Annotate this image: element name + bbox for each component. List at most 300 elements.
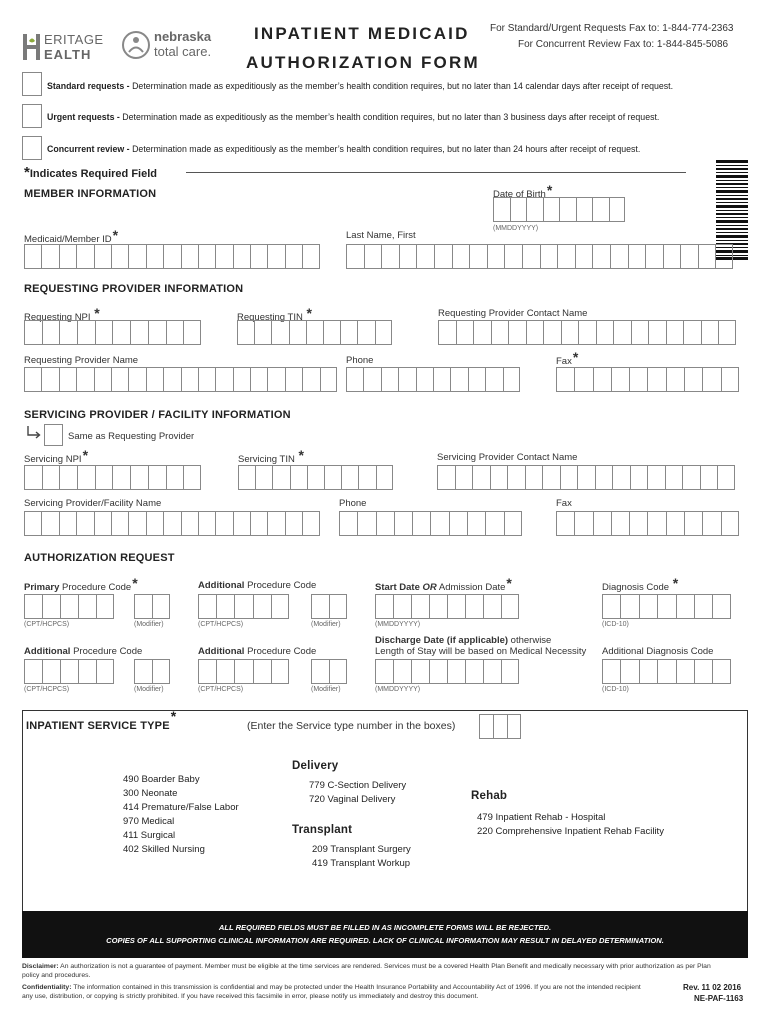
char-cell[interactable]	[323, 320, 340, 345]
char-cell[interactable]	[24, 320, 42, 345]
char-cell[interactable]	[501, 659, 519, 684]
char-cell[interactable]	[507, 465, 525, 490]
char-cell[interactable]	[483, 659, 501, 684]
ntc-bottom-text: total care.	[154, 44, 212, 59]
char-cell[interactable]	[718, 320, 736, 345]
char-cell[interactable]	[613, 320, 631, 345]
char-cell[interactable]	[267, 244, 284, 269]
char-cell[interactable]	[111, 244, 128, 269]
char-cell[interactable]	[285, 511, 302, 536]
char-cell[interactable]	[543, 320, 561, 345]
service-item: 411 Surgical	[123, 830, 176, 841]
char-cell[interactable]	[42, 659, 60, 684]
char-cell[interactable]	[485, 511, 503, 536]
char-cell[interactable]	[94, 367, 111, 392]
char-cell[interactable]	[233, 367, 250, 392]
char-cell[interactable]	[576, 197, 593, 222]
char-cell[interactable]	[163, 367, 180, 392]
char-cell[interactable]	[485, 367, 502, 392]
char-cell[interactable]	[60, 659, 78, 684]
char-cell[interactable]	[543, 197, 560, 222]
char-cell[interactable]	[134, 659, 152, 684]
char-cell[interactable]	[340, 320, 357, 345]
char-cell[interactable]	[510, 197, 527, 222]
char-cell[interactable]	[267, 367, 284, 392]
urgent-request-checkbox[interactable]	[22, 104, 42, 128]
char-cell[interactable]	[357, 511, 375, 536]
char-cell[interactable]	[712, 659, 730, 684]
char-cell[interactable]	[447, 659, 465, 684]
char-cell[interactable]	[508, 320, 526, 345]
char-cell[interactable]	[364, 244, 382, 269]
char-cell[interactable]	[666, 367, 684, 392]
member-id-input[interactable]	[24, 244, 320, 269]
char-cell[interactable]	[556, 511, 574, 536]
char-cell[interactable]	[311, 594, 329, 619]
additional-procedure-input-1[interactable]	[198, 594, 289, 619]
char-cell[interactable]	[648, 320, 666, 345]
servicing-tin-input[interactable]	[238, 465, 393, 490]
requesting-contact-input[interactable]	[438, 320, 736, 345]
char-cell[interactable]	[181, 511, 198, 536]
char-cell[interactable]	[357, 320, 374, 345]
char-cell[interactable]	[493, 714, 507, 739]
requesting-fax-input[interactable]	[556, 367, 739, 392]
char-cell[interactable]	[148, 465, 166, 490]
char-cell[interactable]	[76, 511, 93, 536]
char-cell[interactable]	[271, 659, 289, 684]
char-cell[interactable]	[234, 659, 252, 684]
start-date-input[interactable]	[375, 594, 519, 619]
char-cell[interactable]	[593, 367, 611, 392]
char-cell[interactable]	[393, 594, 411, 619]
char-cell[interactable]	[215, 511, 232, 536]
char-cell[interactable]	[487, 244, 505, 269]
char-cell[interactable]	[449, 511, 467, 536]
char-cell[interactable]	[234, 594, 252, 619]
char-cell[interactable]	[609, 197, 626, 222]
requesting-fax-label: Fax*	[556, 349, 579, 367]
char-cell[interactable]	[411, 594, 429, 619]
char-cell[interactable]	[456, 320, 474, 345]
char-cell[interactable]	[375, 659, 393, 684]
char-cell[interactable]	[198, 244, 215, 269]
char-cell[interactable]	[146, 511, 163, 536]
char-cell[interactable]	[271, 320, 288, 345]
char-cell[interactable]	[393, 659, 411, 684]
char-cell[interactable]	[631, 320, 649, 345]
notice-clinical: COPIES OF ALL SUPPORTING CLINICAL INFORMATION ARE REQUIRED. LACK OF CLINICAL INFORMATION MAY RESULT IN DELAYED DETERMINATION.	[106, 936, 664, 945]
additional-diagnosis-input[interactable]	[602, 659, 731, 684]
servicing-npi-input[interactable]	[24, 465, 201, 490]
char-cell[interactable]	[666, 511, 684, 536]
char-cell[interactable]	[302, 244, 319, 269]
char-cell[interactable]	[250, 367, 267, 392]
char-cell[interactable]	[680, 244, 698, 269]
char-cell[interactable]	[59, 367, 76, 392]
char-cell[interactable]	[146, 244, 163, 269]
char-cell[interactable]	[721, 367, 739, 392]
char-cell[interactable]	[289, 320, 306, 345]
char-cell[interactable]	[112, 465, 130, 490]
hint-cpt-4: (CPT/HCPCS)	[198, 686, 244, 693]
char-cell[interactable]	[472, 465, 490, 490]
char-cell[interactable]	[375, 320, 392, 345]
char-cell[interactable]	[42, 465, 60, 490]
char-cell[interactable]	[411, 659, 429, 684]
char-cell[interactable]	[59, 465, 77, 490]
primary-procedure-label: Primary Procedure Code*	[24, 575, 138, 593]
char-cell[interactable]	[216, 659, 234, 684]
char-cell[interactable]	[593, 511, 611, 536]
char-cell[interactable]	[657, 594, 675, 619]
char-cell[interactable]	[163, 511, 180, 536]
servicing-contact-label: Servicing Provider Contact Name	[437, 452, 578, 463]
char-cell[interactable]	[702, 511, 720, 536]
char-cell[interactable]	[302, 367, 319, 392]
char-cell[interactable]	[166, 465, 184, 490]
char-cell[interactable]	[128, 367, 145, 392]
char-cell[interactable]	[682, 465, 700, 490]
char-cell[interactable]	[467, 511, 485, 536]
char-cell[interactable]	[376, 465, 393, 490]
char-cell[interactable]	[130, 465, 148, 490]
diagnosis-code-input[interactable]	[602, 594, 731, 619]
additional-modifier-input-3[interactable]	[311, 659, 347, 684]
same-as-requesting-checkbox[interactable]	[44, 424, 63, 446]
char-cell[interactable]	[399, 244, 417, 269]
char-cell[interactable]	[630, 465, 648, 490]
char-cell[interactable]	[233, 244, 250, 269]
char-cell[interactable]	[95, 465, 113, 490]
requesting-npi-input[interactable]	[24, 320, 201, 345]
char-cell[interactable]	[24, 511, 41, 536]
char-cell[interactable]	[341, 465, 358, 490]
char-cell[interactable]	[452, 244, 470, 269]
char-cell[interactable]	[701, 320, 719, 345]
char-cell[interactable]	[429, 594, 447, 619]
char-cell[interactable]	[24, 594, 42, 619]
char-cell[interactable]	[663, 244, 681, 269]
servicing-contact-input[interactable]	[437, 465, 735, 490]
char-cell[interactable]	[574, 367, 592, 392]
char-cell[interactable]	[181, 367, 198, 392]
char-cell[interactable]	[346, 367, 363, 392]
additional-procedure-input-3[interactable]	[198, 659, 289, 684]
char-cell[interactable]	[254, 320, 271, 345]
char-cell[interactable]	[128, 244, 145, 269]
char-cell[interactable]	[665, 465, 683, 490]
char-cell[interactable]	[479, 714, 493, 739]
char-cell[interactable]	[237, 320, 254, 345]
char-cell[interactable]	[455, 465, 473, 490]
char-cell[interactable]	[255, 465, 272, 490]
char-cell[interactable]	[430, 511, 448, 536]
char-cell[interactable]	[112, 320, 130, 345]
char-cell[interactable]	[694, 594, 712, 619]
char-cell[interactable]	[307, 465, 324, 490]
char-cell[interactable]	[612, 465, 630, 490]
char-cell[interactable]	[657, 659, 675, 684]
char-cell[interactable]	[96, 659, 114, 684]
char-cell[interactable]	[24, 465, 42, 490]
servicing-provider-title: SERVICING PROVIDER / FACILITY INFORMATION	[24, 409, 291, 421]
char-cell[interactable]	[394, 511, 412, 536]
char-cell[interactable]	[465, 594, 483, 619]
char-cell[interactable]	[560, 465, 578, 490]
char-cell[interactable]	[285, 244, 302, 269]
char-cell[interactable]	[198, 511, 215, 536]
char-cell[interactable]	[181, 244, 198, 269]
char-cell[interactable]	[694, 659, 712, 684]
char-cell[interactable]	[717, 465, 735, 490]
char-cell[interactable]	[684, 367, 702, 392]
char-cell[interactable]	[578, 320, 596, 345]
start-date-label: Start Date OR Admission Date*	[375, 575, 512, 593]
char-cell[interactable]	[250, 244, 267, 269]
dob-input[interactable]	[493, 197, 625, 222]
char-cell[interactable]	[416, 244, 434, 269]
char-cell[interactable]	[620, 594, 638, 619]
char-cell[interactable]	[272, 465, 289, 490]
char-cell[interactable]	[77, 320, 95, 345]
char-cell[interactable]	[490, 465, 508, 490]
char-cell[interactable]	[398, 367, 415, 392]
char-cell[interactable]	[473, 320, 491, 345]
char-cell[interactable]	[290, 465, 307, 490]
char-cell[interactable]	[468, 367, 485, 392]
char-cell[interactable]	[416, 367, 433, 392]
char-cell[interactable]	[447, 594, 465, 619]
char-cell[interactable]	[198, 659, 216, 684]
char-cell[interactable]	[526, 320, 544, 345]
char-cell[interactable]	[629, 367, 647, 392]
char-cell[interactable]	[94, 511, 111, 536]
char-cell[interactable]	[437, 465, 455, 490]
char-cell[interactable]	[465, 659, 483, 684]
char-cell[interactable]	[595, 465, 613, 490]
char-cell[interactable]	[306, 320, 323, 345]
char-cell[interactable]	[250, 511, 267, 536]
char-cell[interactable]	[329, 594, 347, 619]
char-cell[interactable]	[596, 320, 614, 345]
char-cell[interactable]	[198, 367, 215, 392]
char-cell[interactable]	[491, 320, 509, 345]
char-cell[interactable]	[721, 511, 739, 536]
char-cell[interactable]	[493, 197, 510, 222]
char-cell[interactable]	[95, 320, 113, 345]
char-cell[interactable]	[59, 511, 76, 536]
concurrent-review-checkbox[interactable]	[22, 136, 42, 160]
char-cell[interactable]	[324, 465, 341, 490]
char-cell[interactable]	[702, 367, 720, 392]
char-cell[interactable]	[647, 511, 665, 536]
primary-procedure-input[interactable]	[24, 594, 114, 619]
additional-modifier-input-1[interactable]	[311, 594, 347, 619]
char-cell[interactable]	[111, 511, 128, 536]
char-cell[interactable]	[429, 659, 447, 684]
char-cell[interactable]	[183, 465, 201, 490]
char-cell[interactable]	[216, 594, 234, 619]
char-cell[interactable]	[96, 594, 114, 619]
char-cell[interactable]	[483, 594, 501, 619]
requesting-tin-input[interactable]	[237, 320, 392, 345]
char-cell[interactable]	[233, 511, 250, 536]
char-cell[interactable]	[683, 320, 701, 345]
char-cell[interactable]	[183, 320, 201, 345]
requesting-name-input[interactable]	[24, 367, 337, 392]
char-cell[interactable]	[676, 659, 694, 684]
char-cell[interactable]	[559, 197, 576, 222]
servicing-name-input[interactable]	[24, 511, 320, 536]
requesting-phone-input[interactable]	[346, 367, 520, 392]
member-name-input[interactable]	[346, 244, 733, 269]
char-cell[interactable]	[698, 244, 716, 269]
char-cell[interactable]	[376, 511, 394, 536]
char-cell[interactable]	[78, 594, 96, 619]
char-cell[interactable]	[111, 367, 128, 392]
servicing-fax-input[interactable]	[556, 511, 739, 536]
char-cell[interactable]	[684, 511, 702, 536]
char-cell[interactable]	[77, 465, 95, 490]
char-cell[interactable]	[503, 367, 520, 392]
char-cell[interactable]	[433, 367, 450, 392]
char-cell[interactable]	[41, 511, 58, 536]
char-cell[interactable]	[610, 244, 628, 269]
discharge-date-input[interactable]	[375, 659, 519, 684]
char-cell[interactable]	[592, 197, 609, 222]
char-cell[interactable]	[647, 465, 665, 490]
char-cell[interactable]	[611, 511, 629, 536]
char-cell[interactable]	[504, 244, 522, 269]
char-cell[interactable]	[602, 594, 620, 619]
char-cell[interactable]	[507, 714, 521, 739]
char-cell[interactable]	[24, 367, 41, 392]
char-cell[interactable]	[639, 659, 657, 684]
char-cell[interactable]	[358, 465, 375, 490]
char-cell[interactable]	[450, 367, 467, 392]
char-cell[interactable]	[438, 320, 456, 345]
rehab-list	[477, 811, 664, 839]
char-cell[interactable]	[238, 465, 255, 490]
char-cell[interactable]	[574, 511, 592, 536]
char-cell[interactable]	[715, 244, 733, 269]
char-cell[interactable]	[611, 367, 629, 392]
char-cell[interactable]	[647, 367, 665, 392]
char-cell[interactable]	[526, 197, 543, 222]
char-cell[interactable]	[628, 244, 646, 269]
char-cell[interactable]	[285, 367, 302, 392]
char-cell[interactable]	[522, 244, 540, 269]
char-cell[interactable]	[712, 594, 730, 619]
char-cell[interactable]	[130, 320, 148, 345]
char-cell[interactable]	[504, 511, 522, 536]
char-cell[interactable]	[24, 244, 41, 269]
char-cell[interactable]	[24, 659, 42, 684]
char-cell[interactable]	[592, 244, 610, 269]
char-cell[interactable]	[575, 244, 593, 269]
additional-procedure-input-2[interactable]	[24, 659, 114, 684]
char-cell[interactable]	[166, 320, 184, 345]
heritage-health-logo	[22, 30, 114, 64]
char-cell[interactable]	[645, 244, 663, 269]
char-cell[interactable]	[629, 511, 647, 536]
char-cell[interactable]	[94, 244, 111, 269]
char-cell[interactable]	[134, 594, 152, 619]
char-cell[interactable]	[381, 244, 399, 269]
char-cell[interactable]	[271, 594, 289, 619]
char-cell[interactable]	[152, 659, 170, 684]
char-cell[interactable]	[469, 244, 487, 269]
char-cell[interactable]	[700, 465, 718, 490]
char-cell[interactable]	[302, 511, 319, 536]
char-cell[interactable]	[666, 320, 684, 345]
char-cell[interactable]	[556, 367, 574, 392]
char-cell[interactable]	[59, 244, 76, 269]
standard-request-checkbox[interactable]	[22, 72, 42, 96]
char-cell[interactable]	[620, 659, 638, 684]
char-cell[interactable]	[59, 320, 77, 345]
char-cell[interactable]	[363, 367, 380, 392]
char-cell[interactable]	[41, 244, 58, 269]
char-cell[interactable]	[525, 465, 543, 490]
char-cell[interactable]	[577, 465, 595, 490]
char-cell[interactable]	[76, 367, 93, 392]
char-cell[interactable]	[253, 659, 271, 684]
char-cell[interactable]	[412, 511, 430, 536]
service-item: 720 Vaginal Delivery	[309, 794, 396, 805]
service-type-input[interactable]	[479, 714, 521, 739]
char-cell[interactable]	[41, 367, 58, 392]
char-cell[interactable]	[128, 511, 145, 536]
char-cell[interactable]	[542, 465, 560, 490]
primary-modifier-input[interactable]	[134, 594, 170, 619]
char-cell[interactable]	[320, 367, 337, 392]
char-cell[interactable]	[60, 594, 78, 619]
char-cell[interactable]	[198, 594, 216, 619]
char-cell[interactable]	[78, 659, 96, 684]
char-cell[interactable]	[346, 244, 364, 269]
heritage-bottom-text: EALTH	[44, 47, 92, 62]
char-cell[interactable]	[602, 659, 620, 684]
char-cell[interactable]	[639, 594, 657, 619]
char-cell[interactable]	[152, 594, 170, 619]
char-cell[interactable]	[381, 367, 398, 392]
char-cell[interactable]	[146, 367, 163, 392]
char-cell[interactable]	[561, 320, 579, 345]
additional-modifier-input-2[interactable]	[134, 659, 170, 684]
servicing-phone-input[interactable]	[339, 511, 522, 536]
char-cell[interactable]	[339, 511, 357, 536]
char-cell[interactable]	[215, 367, 232, 392]
char-cell[interactable]	[267, 511, 284, 536]
char-cell[interactable]	[253, 594, 271, 619]
char-cell[interactable]	[42, 320, 60, 345]
char-cell[interactable]	[76, 244, 93, 269]
char-cell[interactable]	[375, 594, 393, 619]
char-cell[interactable]	[501, 594, 519, 619]
char-cell[interactable]	[434, 244, 452, 269]
char-cell[interactable]	[329, 659, 347, 684]
char-cell[interactable]	[311, 659, 329, 684]
char-cell[interactable]	[557, 244, 575, 269]
char-cell[interactable]	[676, 594, 694, 619]
char-cell[interactable]	[540, 244, 558, 269]
char-cell[interactable]	[215, 244, 232, 269]
char-cell[interactable]	[148, 320, 166, 345]
char-cell[interactable]	[42, 594, 60, 619]
char-cell[interactable]	[163, 244, 180, 269]
